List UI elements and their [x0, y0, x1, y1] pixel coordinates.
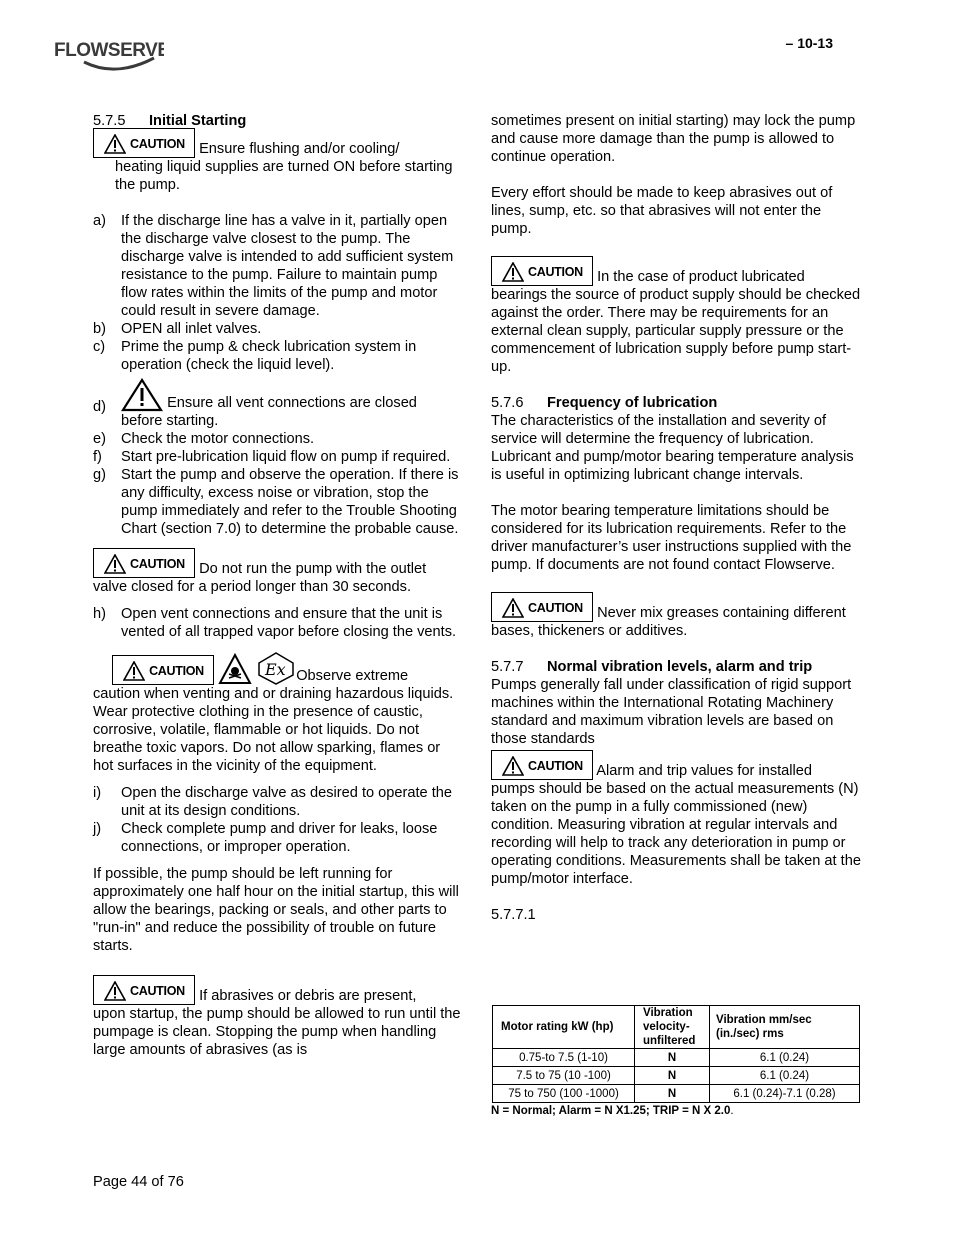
caution-badge: CAUTION: [491, 750, 593, 780]
list-item-e: e) Check the motor connections.: [93, 431, 315, 447]
caution-badge: CAUTION: [491, 256, 593, 286]
paragraph-577: Pumps generally fall under classification of rigid support machines within the International Rotating Machinery standard and maximum vibration levels are based on those standards: [491, 677, 852, 747]
table-header-row: [493, 1006, 860, 1049]
logo-text: FLOWSERVE: [54, 40, 164, 61]
col-header-vibration-rms: Vibration mm/sec (in./sec) rms: [710, 1006, 860, 1049]
list-item-c: c) Prime the pump & check lubrication system in operation (check the liquid level).: [93, 339, 417, 373]
caution-badge: CAUTION: [93, 128, 195, 158]
warning-triangle-icon: [502, 598, 524, 618]
caution-block-7: [491, 750, 861, 888]
right-column: [491, 112, 861, 924]
caution-badge: CAUTION: [93, 975, 195, 1005]
warning-triangle-icon: [123, 661, 145, 681]
caution-7-text-cont: pumps should be based on the actual measurements (N) taken on the pump in a fully commissioned (new) condition. Measuring vibration at regular intervals and recording will help to track any deterioration in pump or operating conditions. Measurements shall be taken at the pump/motor interface.: [491, 781, 861, 887]
caution-3-text-cont: caution when venting and or draining hazardous liquids. Wear protective clothing in the presence of caustic, corrosive, volatile, flammable or hot liquids. Do not breathe toxic vapors. Do not allow sparking, flames or hot surfaces in the vicinity of the equipment.: [93, 686, 454, 774]
caution-1-text-cont: heating liquid supplies are turned ON before starting the pump.: [115, 159, 453, 193]
section-5-7-6-heading: 5.7.6 Frequency of lubrication: [491, 395, 718, 411]
paragraph-576b: The motor bearing temperature limitations should be considered for its lubrication requirements. Refer to the driver manufacturer’s user instructions supplied with the pump. If documents are not found contact Flowserve.: [491, 503, 852, 573]
caution-2-text: Do not run the pump with the outlet: [199, 561, 427, 577]
paragraph-run-in: If possible, the pump should be left running for approximately one half hour on the initial startup, this will allow the bearings, packing or seals, and other parts to "run-in" and reduce the possibility of trouble on future starts.: [93, 866, 459, 954]
warning-triangle-icon: [502, 262, 524, 282]
section-5-7-7-heading: 5.7.7 Normal vibration levels, alarm and trip: [491, 659, 813, 675]
svg-text:Ex: Ex: [265, 660, 286, 679]
caution-1-text: Ensure flushing and/or cooling/: [199, 141, 400, 157]
list-item-h: h) Open vent connections and ensure that the unit is vented of all trapped vapor before closing the vents.: [93, 606, 457, 640]
caution-6-text: Never mix greases containing different: [597, 605, 846, 621]
toxic-hazard-icon: [218, 653, 252, 685]
table-row: 0.75-to 7.5 (1-10) N 6.1 (0.24): [493, 1049, 860, 1067]
caution-block-6: [491, 592, 861, 640]
page-number: Page 44 of 76: [93, 1174, 184, 1190]
caution-2-text-cont: valve closed for a period longer than 30 seconds.: [93, 579, 412, 595]
caution-block-4: [93, 975, 463, 1059]
list-item-f: f) Start pre-lubrication liquid flow on pump if required.: [93, 449, 451, 465]
flowserve-logo: [54, 30, 164, 74]
warning-triangle-icon: [502, 756, 524, 776]
caution-6-text-cont: bases, thickeners or additives.: [491, 623, 688, 639]
section-5-7-5-heading: 5.7.5 Initial Starting: [93, 113, 247, 129]
warning-triangle-icon: [104, 981, 126, 1001]
warning-triangle-icon: [121, 378, 163, 412]
col-header-motor-rating: Motor rating kW (hp): [493, 1006, 635, 1049]
doc-number: – 10-13: [785, 35, 833, 51]
table-row: 7.5 to 75 (10 -100) N 6.1 (0.24): [493, 1067, 860, 1085]
table-row: 75 to 750 (100 -1000) N 6.1 (0.24)-7.1 (0.28): [493, 1085, 860, 1103]
caution-badge: CAUTION: [112, 655, 214, 685]
section-5-7-7-1-heading: 5.7.7.1: [491, 907, 536, 923]
caution-block-2: [93, 548, 463, 596]
paragraph-continued: sometimes present on initial starting) may lock the pump and cause more damage than the pump is allowed to continue operation.: [491, 113, 856, 165]
table-footnote: N = Normal; Alarm = N X1.25; TRIP = N X 2.0.: [491, 1105, 734, 1117]
caution-7-text: Alarm and trip values for installed: [596, 763, 813, 779]
caution-block-1: [93, 128, 463, 194]
caution-3-text: Observe extreme: [296, 668, 409, 684]
caution-5-text: In the case of product lubricated: [597, 269, 805, 285]
caution-badge: CAUTION: [491, 592, 593, 622]
warning-triangle-icon: [104, 554, 126, 574]
vibration-table: [492, 1005, 860, 1103]
caution-5-text-cont: bearings the source of product supply should be checked against the order. There may be requirements for an external clean supply, particular supply pressure or the commencement of lubrication supply before pump start-up.: [491, 287, 861, 375]
paragraph-576a: The characteristics of the installation and severity of service will determine the frequency of lubrication. Lubricant and pump/motor bearing temperature analysis is useful in optimizing lubricant change intervals.: [491, 413, 854, 483]
caution-badge: CAUTION: [93, 548, 195, 578]
caution-block-3: [93, 651, 463, 775]
caution-4-text: If abrasives or debris are present,: [199, 988, 417, 1004]
warning-triangle-icon: [104, 134, 126, 154]
explosion-proof-ex-icon: [256, 651, 296, 685]
left-column: [93, 112, 463, 1059]
list-item-b: b) OPEN all inlet valves.: [93, 321, 262, 337]
list-item-g: g) Start the pump and observe the operation. If there is any difficulty, excess noise or vibration, stop the pump immediately and refer to the Trouble Shooting Chart (section 7.0) to determine the probable cause.: [93, 467, 459, 537]
caution-block-5: [491, 256, 861, 376]
col-header-vibration-velocity: Vibration velocity-unfiltered: [635, 1006, 710, 1049]
caution-4-text-cont: upon startup, the pump should be allowed to run until the pumpage is clean. Stopping the pump when handling large amounts of abrasives (as is: [93, 1006, 461, 1058]
list-item-j: j) Check complete pump and driver for leaks, loose connections, or improper operation.: [93, 821, 438, 855]
list-item-i: i) Open the discharge valve as desired to operate the unit at its design conditions.: [93, 785, 453, 819]
paragraph-abrasives: Every effort should be made to keep abrasives out of lines, sump, etc. so that abrasives will not enter the pump.: [491, 185, 833, 237]
list-item-a: a) If the discharge line has a valve in it, partially open the discharge valve closest to the pump. The discharge valve is intended to add sufficient system resistance to the pump. Failure to maintain pump flow rates within the limits of the pump and motor could result in severe damage.: [93, 213, 454, 319]
list-item-d: d) Ensure all vent connections are closed before starting.: [93, 378, 463, 430]
